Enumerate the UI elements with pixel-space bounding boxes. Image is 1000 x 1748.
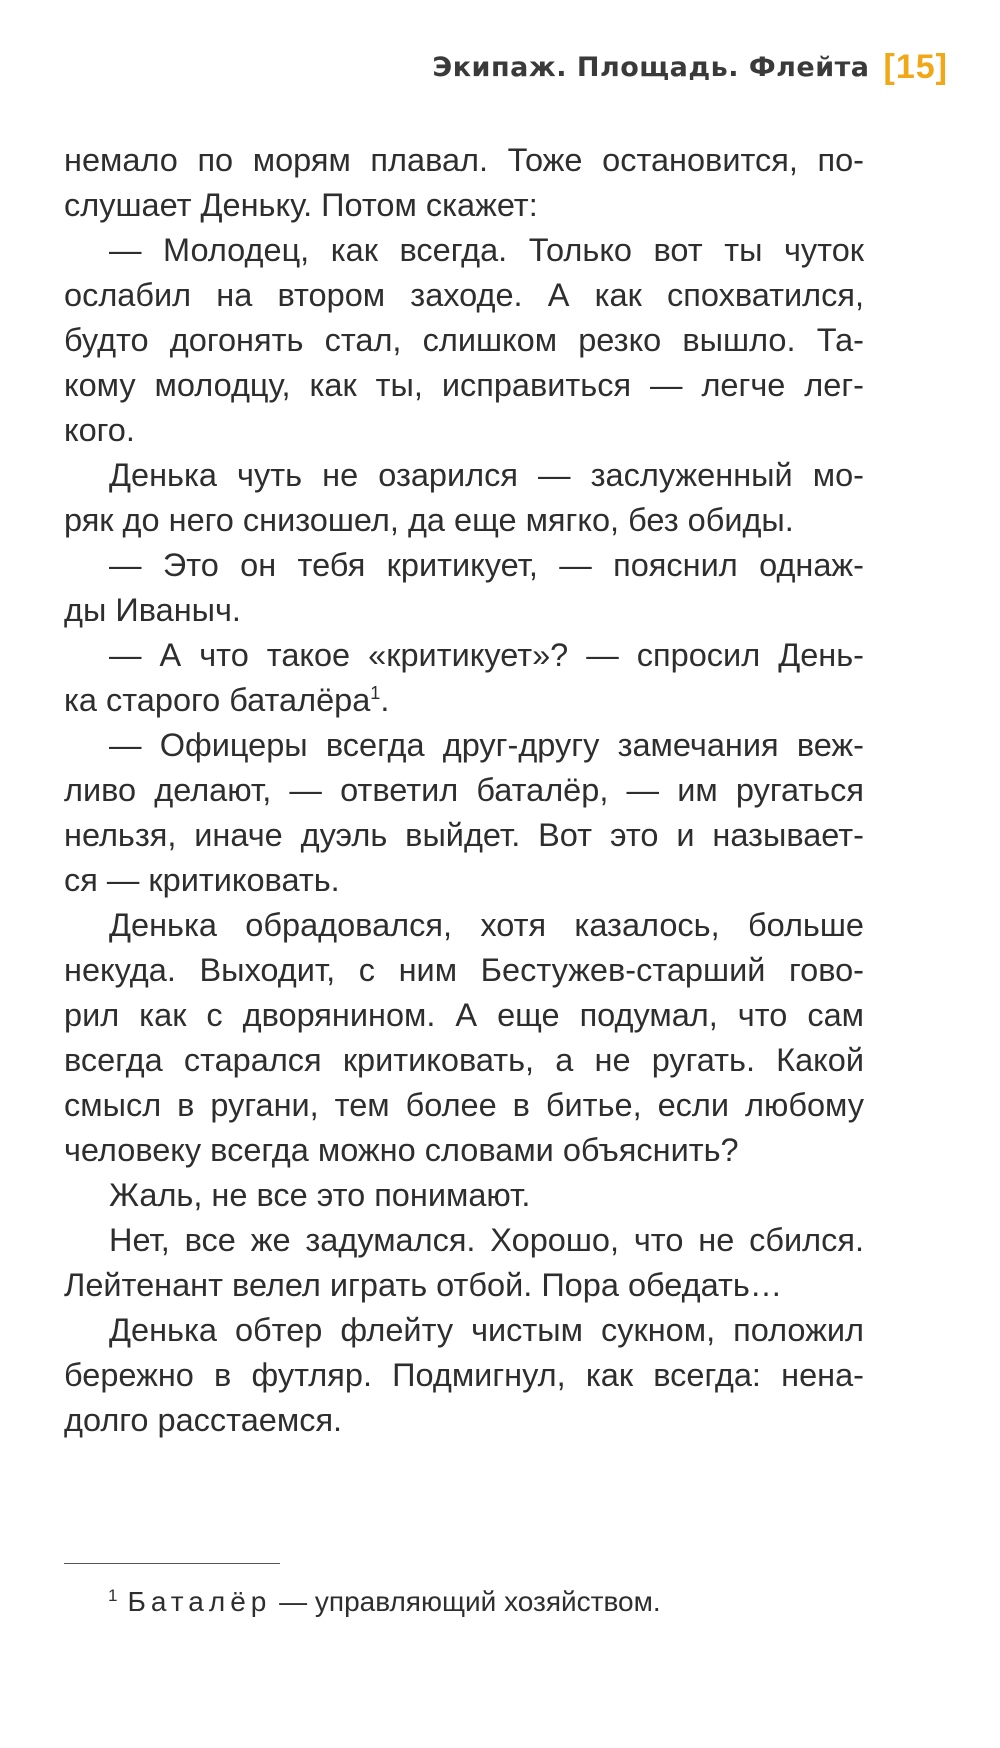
- text-line: бережно в футляр. Подмигнул, как всегда: нена-: [64, 1357, 864, 1393]
- text-line: ды Иваныч.: [64, 592, 241, 628]
- text-fragment: ка старого баталёра: [64, 682, 371, 718]
- text-line: — Молодец, как всегда. Только вот ты чуток: [109, 232, 864, 268]
- paragraph: [64, 1218, 864, 1308]
- text-line: всегда старался критиковать, а не ругать. Какой: [64, 1042, 864, 1078]
- text-fragment: .: [380, 682, 390, 718]
- text-line: — А что такое «критикует»? — спросил День-: [109, 637, 864, 673]
- paragraph: [64, 543, 864, 633]
- paragraph: [64, 633, 864, 723]
- text-line: Нет, все же задумался. Хорошо, что не сбился.: [109, 1222, 864, 1258]
- footnote-mark: 1: [108, 1585, 118, 1605]
- text-line: немало по морям плавал. Тоже остановится, по-: [64, 142, 864, 178]
- text-line: человеку всегда можно словами объяснить?: [64, 1132, 739, 1168]
- page-number: [15]: [883, 48, 948, 86]
- footnote-definition: — управляющий хозяйством.: [271, 1586, 661, 1617]
- text-line: — Это он тебя критикует, — пояснил однаж-: [109, 547, 864, 583]
- text-line: долго расстаемся.: [64, 1402, 343, 1438]
- text-line: кому молодцу, как ты, исправиться — легче лег-: [64, 367, 864, 403]
- paragraph: [64, 138, 864, 228]
- text-line: слушает Деньку. Потом скажет:: [64, 187, 538, 223]
- footnote-term: Баталёр: [127, 1586, 272, 1617]
- running-title: Экипаж. Площадь. Флейта: [432, 52, 870, 83]
- text-line: будто догонять стал, слишком резко вышло. Та-: [64, 322, 864, 358]
- paragraph: [64, 1308, 864, 1443]
- text-line: рил как с дворянином. А еще подумал, что сам: [64, 997, 864, 1033]
- paragraph: [64, 903, 864, 1173]
- footnote-divider: [64, 1563, 280, 1564]
- paragraph: [64, 1173, 864, 1218]
- footnote-reference: 1: [370, 683, 381, 704]
- paragraph: [64, 228, 864, 453]
- text-line: смысл в ругани, тем более в битье, если любому: [64, 1087, 864, 1123]
- text-line: нельзя, иначе дуэль выйдет. Вот это и называет-: [64, 817, 864, 853]
- text-line: кого.: [64, 412, 135, 448]
- body-text: [64, 138, 864, 1443]
- text-line: ослабил на втором заходе. А как спохватился,: [64, 277, 864, 313]
- text-line: Лейтенант велел играть отбой. Пора обедать…: [64, 1267, 783, 1303]
- paragraph: [64, 453, 864, 543]
- text-line: Денька обтер флейту чистым сукном, положил: [109, 1312, 864, 1348]
- footnote: [108, 1584, 661, 1620]
- text-line: Жаль, не все это понимают.: [109, 1177, 531, 1213]
- text-line: Денька чуть не озарился — заслуженный мо-: [109, 457, 864, 493]
- text-line-with-footnote: [64, 678, 864, 723]
- page-header: [432, 48, 948, 87]
- text-line: — Офицеры всегда друг-другу замечания веж-: [109, 727, 864, 763]
- text-line: ряк до него снизошел, да еще мягко, без обиды.: [64, 502, 794, 538]
- paragraph: [64, 723, 864, 903]
- text-line: ся — критиковать.: [64, 862, 340, 898]
- text-line: некуда. Выходит, с ним Бестужев-старший гово-: [64, 952, 864, 988]
- text-line: ливо делают, — ответил баталёр, — им ругаться: [64, 772, 864, 808]
- text-line: Денька обрадовался, хотя казалось, больше: [109, 907, 864, 943]
